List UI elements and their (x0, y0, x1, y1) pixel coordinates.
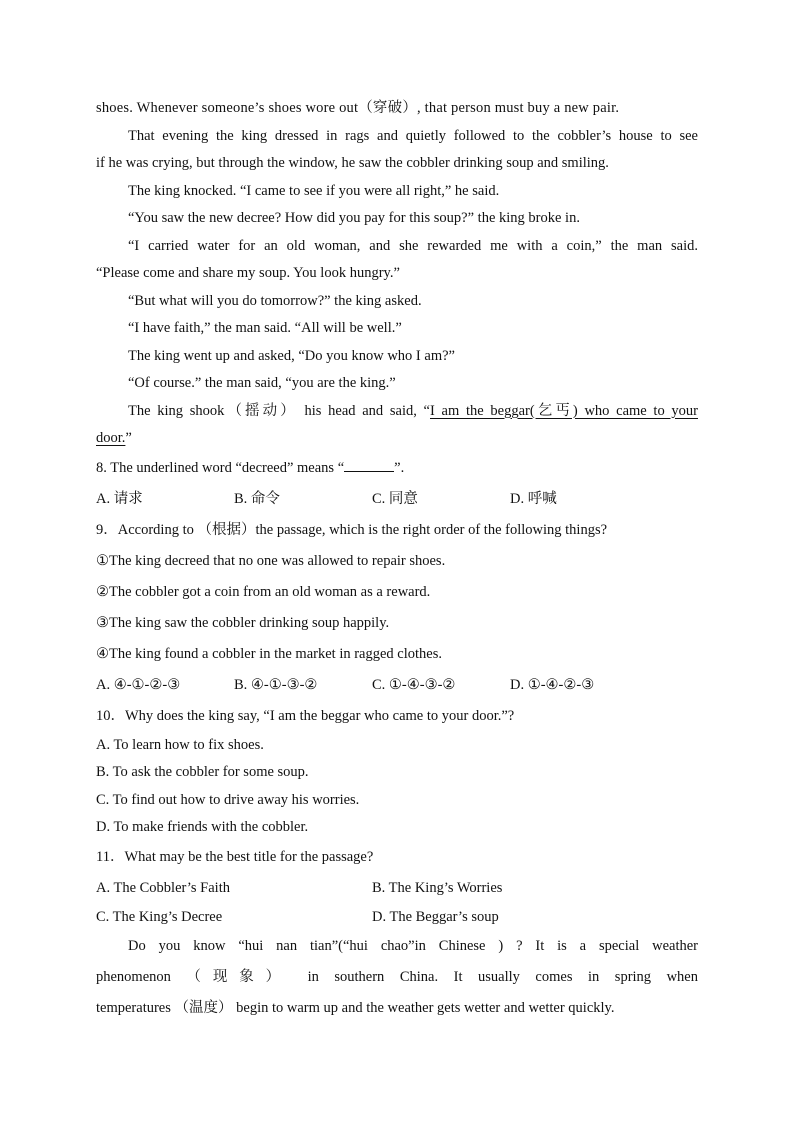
question-8 (96, 453, 698, 515)
passage-line: “Of course.” the man said, “you are the king.” (128, 375, 396, 391)
passage-line: if he was crying, but through the window, he saw the cobbler drinking soup and smiling. (96, 155, 609, 171)
passage-line: “Please come and share my soup. You look hungry.” (96, 265, 400, 281)
question-stem (96, 453, 698, 484)
option-c[interactable]: C. 同意 (372, 490, 418, 507)
passage-line (96, 398, 698, 426)
underlined-sentence: I am the beggar(乞丐) who came to your (430, 402, 698, 419)
passage-line: temperatures （温度） begin to warm up and the weather gets wetter and wetter quickly. (96, 999, 615, 1016)
question-10 (96, 701, 698, 842)
passage-line: “I have faith,” the man said. “All will be well.” (128, 320, 402, 336)
option-d[interactable]: D. To make friends with the cobbler. (96, 819, 309, 835)
answer-blank[interactable] (344, 457, 394, 472)
question-stem: 9．According to （根据）the passage, which is the right order of the following things? (96, 521, 608, 538)
passage-line: That evening the king dressed in rags and quietly followed to the cobbler’s house to see (128, 127, 698, 144)
event-item: ②The cobbler got a coin from an old woman as a reward. (96, 583, 431, 600)
question-stem-text: ”. (394, 459, 405, 476)
option-b[interactable]: B. The King’s Worries (372, 879, 503, 896)
question-stem: 11．What may be the best title for the passage? (96, 848, 374, 865)
options-row (96, 904, 698, 931)
question-11 (96, 842, 698, 931)
question-stem-text: 8. The underlined word “decreed” means “ (96, 459, 345, 476)
options-row (96, 873, 698, 904)
option-a[interactable]: A. ④-①-②-③ (96, 676, 181, 693)
option-a[interactable]: A. The Cobbler’s Faith (96, 879, 230, 896)
exam-page (96, 95, 698, 1024)
next-passage (96, 931, 698, 1024)
option-a[interactable]: A. To learn how to fix shoes. (96, 736, 264, 753)
options-row (96, 484, 698, 515)
option-d[interactable]: D. The Beggar’s soup (372, 908, 499, 925)
passage-text: The king shook（摇动） his head and said, “ (128, 402, 430, 419)
passage-line: The king knocked. “I came to see if you were all right,” he said. (128, 182, 500, 199)
option-d[interactable]: D. ①-④-②-③ (510, 676, 595, 693)
option-c[interactable]: C. ①-④-③-② (372, 676, 456, 693)
passage-line: phenomenon （现象） in southern China. It usually comes in spring when (96, 968, 698, 985)
underlined-sentence-end: door. (96, 430, 126, 446)
question-9 (96, 515, 698, 701)
options-row (96, 670, 698, 701)
event-item: ③The king saw the cobbler drinking soup happily. (96, 614, 390, 631)
option-c[interactable]: C. The King’s Decree (96, 908, 223, 925)
passage-text: ” (125, 430, 132, 446)
passage-line: “But what will you do tomorrow?” the king asked. (128, 292, 422, 309)
passage-line: “I carried water for an old woman, and she rewarded me with a coin,” the man said. (128, 237, 698, 254)
option-d[interactable]: D. 呼喊 (510, 490, 557, 507)
option-a[interactable]: A. 请求 (96, 490, 143, 507)
passage-line: shoes. Whenever someone’s shoes wore out（穿破）, that person must buy a new pair. (96, 100, 620, 116)
option-b[interactable]: B. 命令 (234, 490, 280, 507)
event-item: ④The king found a cobbler in the market in ragged clothes. (96, 645, 442, 662)
reading-passage (96, 95, 698, 453)
passage-line (96, 425, 698, 453)
passage-line: “You saw the new decree? How did you pay for this soup?” the king broke in. (128, 210, 580, 226)
option-b[interactable]: B. ④-①-③-② (234, 676, 318, 693)
passage-line: Do you know “hui nan tian”(“hui chao”in Chinese ) ? It is a special weather (128, 937, 698, 954)
option-b[interactable]: B. To ask the cobbler for some soup. (96, 764, 309, 780)
event-item: ①The king decreed that no one was allowed to repair shoes. (96, 552, 446, 569)
question-stem: 10．Why does the king say, “I am the beggar who came to your door.”? (96, 707, 515, 724)
option-c[interactable]: C. To find out how to drive away his worries. (96, 791, 360, 808)
passage-line: The king went up and asked, “Do you know who I am?” (128, 347, 455, 364)
